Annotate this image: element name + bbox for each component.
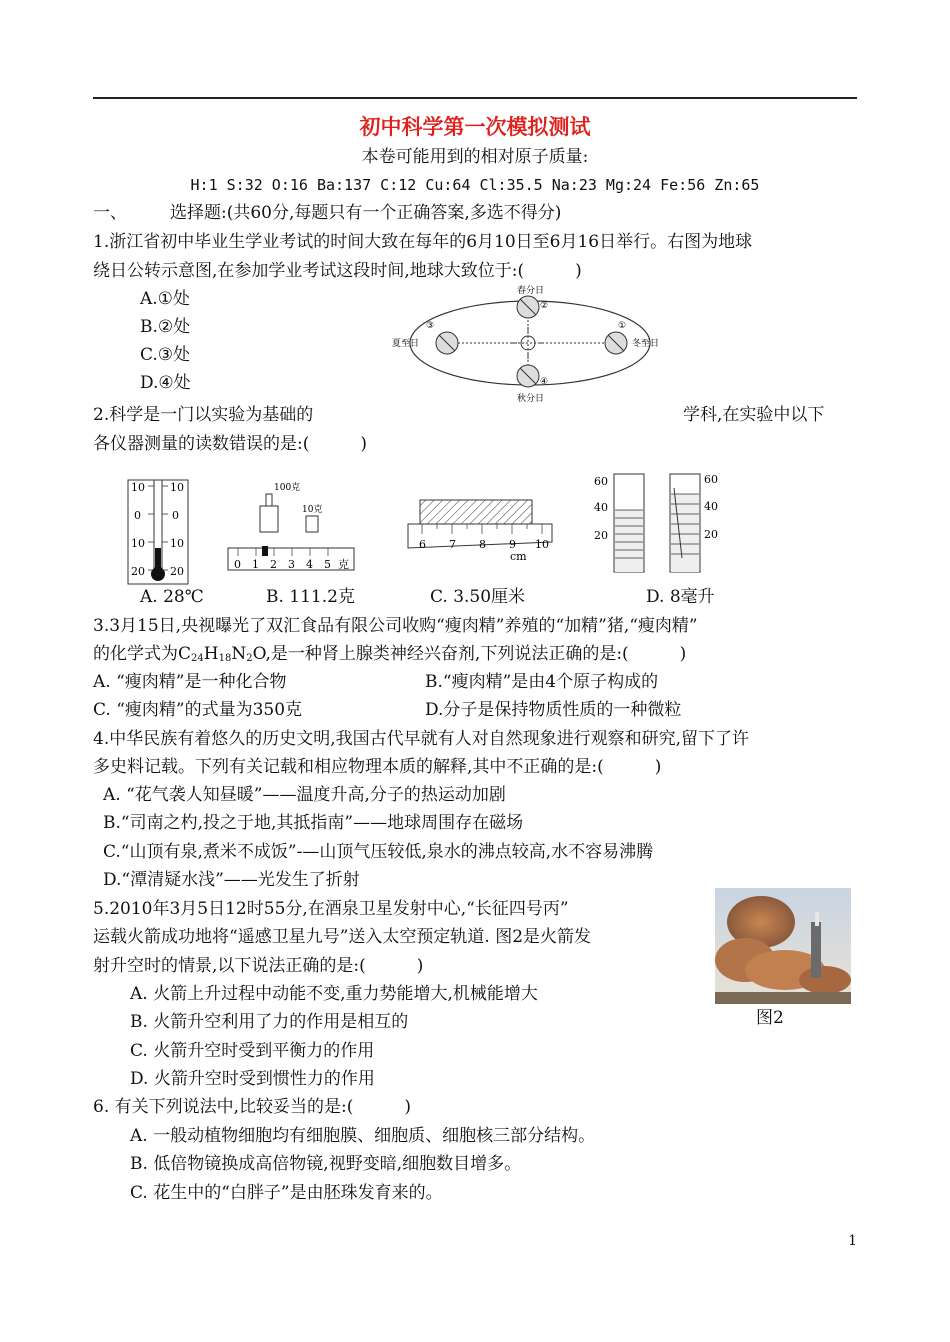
q4-option-a: A. “花气袭人知昼暖”——温度升高,分子的热运动加剧 [103,785,506,805]
earth-winter [605,332,627,354]
q2-option-c: C. 3.50厘米 [430,587,526,607]
q3-stem-line2: 的化学式为$C_{24}H_{18}N_2O$,是一种肾上腺类神经兴奋剂,下列说法正确的是:( ) [93,644,687,664]
q4-stem-line2: 多史料记载。下列有关记载和相应物理本质的解释,其中不正确的是:( ) [93,757,662,777]
weight-10g-label: 10克 [302,505,323,515]
balance-scale: 2 [270,558,277,571]
q3-option-a: A. “瘦肉精”是一种化合物 [93,672,287,692]
thermo-tick-left: 10 [131,481,145,494]
thermo-tick-right: 10 [170,537,184,550]
q1-option-b: B.②处 [140,317,191,337]
q1-stem-line1: 1.浙江省初中毕业生学业考试的时间大致在每年的6月10日至6月16日举行。右图为地球 [93,232,753,252]
weight-100g-label: 100克 [274,483,301,493]
balance-figure [226,478,358,574]
q2-option-d: D. 8毫升 [646,587,715,607]
earth-orbit-diagram [390,282,670,404]
q5-option-b: B. 火箭升空利用了力的作用是相互的 [130,1012,409,1032]
q2-option-a: A. 28℃ [140,587,204,607]
cylinder-right-tick: 40 [704,500,718,513]
marker-3: ③ [426,321,435,331]
q1-option-a: A.①处 [140,289,190,309]
ruler-tick: 6 [419,538,426,551]
cylinder-right-tick: 60 [704,473,718,486]
q4-option-b: B.“司南之杓,投之于地,其抵指南”——地球周围存在磁场 [103,813,524,833]
q3-option-d: D.分子是保持物质性质的一种微粒 [425,700,682,720]
thermo-tick-right: 20 [170,565,184,578]
q3-option-c: C. “瘦肉精”的式量为350克 [93,700,303,720]
q5-stem-line2: 运载火箭成功地将“遥感卫星九号”送入太空预定轨道. 图2是火箭发 [93,927,592,947]
marker-2: ② [540,301,549,311]
marker-4: ④ [540,377,549,387]
q6-stem: 6. 有关下列说法中,比较妥当的是:( ) [93,1097,412,1117]
ruler-figure [404,496,556,568]
balance-scale: 5 [324,558,331,571]
q5-stem-line3: 射升空时的情景,以下说法正确的是:( ) [93,956,424,976]
cylinders-figure [590,468,730,578]
q2-stem-line1b: 学科,在实验中以下 [683,405,825,425]
balance-scale: 3 [288,558,295,571]
section-number: 一、 [93,203,127,223]
balance-unit: 克 [338,558,349,571]
q6-option-c: C. 花生中的“白胖子”是由胚珠发育来的。 [130,1183,443,1203]
balance-scale: 1 [252,558,259,571]
thermo-tick-left: 10 [131,537,145,550]
section-heading: 选择题:(共60分,每题只有一个正确答案,多选不得分) [170,203,562,223]
cylinder-left-tick: 40 [594,501,608,514]
thermo-tick-left: 0 [134,509,141,522]
page-title: 初中科学第一次模拟测试 [359,114,591,139]
ruler-tick: 10 [535,538,549,551]
q3-option-b: B.“瘦肉精”是由4个原子构成的 [425,672,659,692]
header-rule [93,97,857,99]
q6-option-b: B. 低倍物镜换成高倍物镜,视野变暗,细胞数目增多。 [130,1154,522,1174]
earth-summer [436,332,458,354]
q2-option-b: B. 111.2克 [266,587,355,607]
q1-stem-line2: 绕日公转示意图,在参加学业考试这段时间,地球大致位于:( ) [93,261,582,281]
q5-stem-line1: 5.2010年3月5日12时55分,在酒泉卫星发射中心,“长征四号丙” [93,899,569,919]
thermo-tick-right: 10 [170,481,184,494]
label-spring: 春分日 [517,286,545,296]
q2-stem-line1a: 2.科学是一门以实验为基础的 [93,405,314,425]
earth-autumn [517,365,539,387]
label-winter: 冬至日 [632,339,660,349]
q6-option-a: A. 一般动植物细胞均有细胞膜、细胞质、细胞核三部分结构。 [130,1126,596,1146]
q2-stem-line2: 各仪器测量的读数错误的是:( ) [93,434,367,454]
rocket-launch-photo [715,888,851,1004]
thermo-tick-left: 20 [131,565,145,578]
atomic-mass-list: H:1 S:32 O:16 Ba:137 C:12 Cu:64 Cl:35.5 Na:23 Mg:24 Fe:56 Zn:65 [190,176,760,194]
ruler-tick: 8 [479,538,486,551]
cylinder-right-tick: 20 [704,528,718,541]
q4-option-c: C.“山顶有泉,煮米不成饭”-—山顶气压较低,泉水的沸点较高,水不容易沸腾 [103,842,654,862]
label-autumn: 秋分日 [517,394,545,404]
thermometer-figure [126,476,192,588]
q1-option-c: C.③处 [140,345,191,365]
q5-option-c: C. 火箭升空时受到平衡力的作用 [130,1041,375,1061]
figure-2-caption: 图2 [756,1008,784,1028]
label-summer: 夏至日 [392,339,420,349]
marker-1: ① [618,321,627,331]
ruler-tick: 9 [509,538,516,551]
ruler-tick: 7 [449,538,456,551]
ruler-unit: cm [510,550,527,563]
q5-option-d: D. 火箭升空时受到惯性力的作用 [130,1069,375,1089]
q4-stem-line1: 4.中华民族有着悠久的历史文明,我国古代早就有人对自然现象进行观察和研究,留下了许 [93,729,750,749]
earth-spring [517,296,539,318]
balance-scale: 4 [306,558,313,571]
q4-option-d: D.“潭清疑水浅”——光发生了折射 [103,870,360,890]
balance-scale: 0 [234,558,241,571]
page-number: 1 [848,1233,857,1249]
atomic-mass-label: 本卷可能用到的相对原子质量: [361,147,589,167]
cylinder-left-tick: 60 [594,475,608,488]
thermo-tick-right: 0 [172,509,179,522]
q3-stem-line1: 3.3月15日,央视曝光了双汇食品有限公司收购“瘦肉精”养殖的“加精”猪,“瘦肉精” [93,616,698,636]
cylinder-left-tick: 20 [594,529,608,542]
q5-option-a: A. 火箭上升过程中动能不变,重力势能增大,机械能增大 [130,984,538,1004]
q1-option-d: D.④处 [140,373,191,393]
